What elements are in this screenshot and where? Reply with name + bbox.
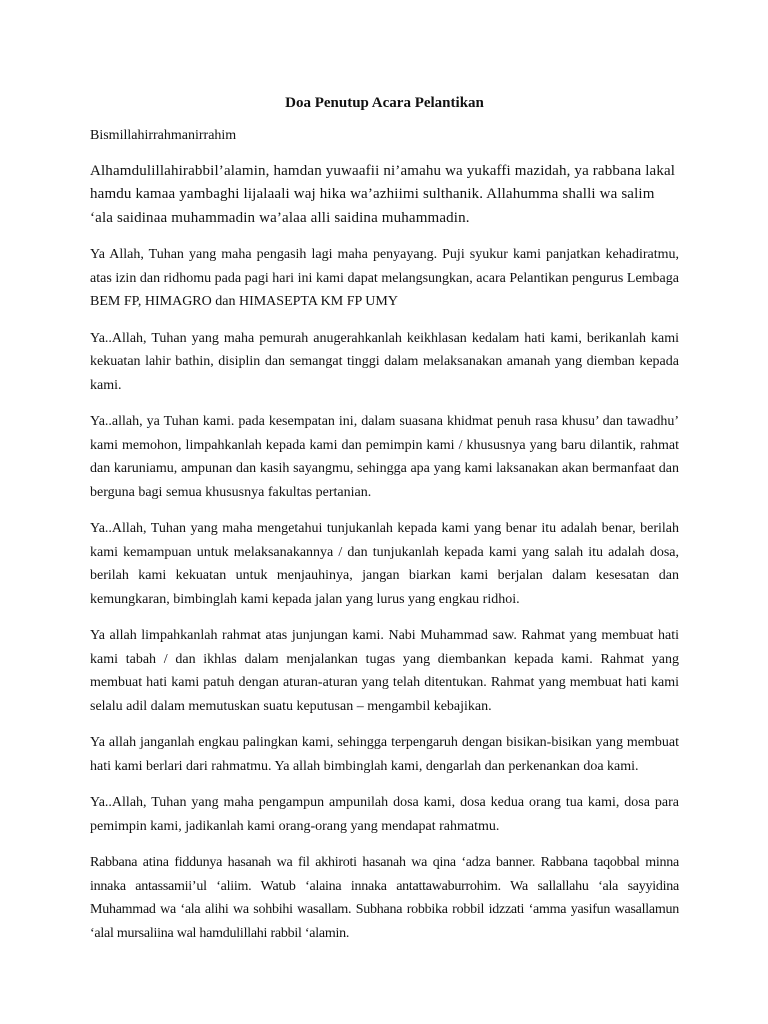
paragraph-guidance: Ya..Allah, Tuhan yang maha mengetahui tunjukanlah kepada kami yang benar itu adalah benar, berilah kami kemampuan untuk melaksanakannya / dan tunjukanlah kepada kami yang salah itu adalah dosa, berilah kami kekuatan untuk menjauhinya, jangan biarkan kami berjalan dalam kesesatan dan kemungkaran, bimbinglah kami kepada jalan yang lurus yang engkau ridhoi. — [90, 521, 679, 607]
paragraph-closing-prayer: Rabbana atina fiddunya hasanah wa fil akhiroti hasanah wa qina ‘adza banner. Rabbana taqobbal minna innaka antassamii’ul ‘aliim. Watub ‘alaina innaka antattawaburrohim. Wa sallallahu ‘ala sayyidina Muhammad wa ‘ala alihi wa sohbihi wasallam. Subhana robbika robbil idzzati ‘amma yasifun wasallamun ‘alal mursaliina wal hamdulillahi rabbil ‘alamin. — [90, 855, 679, 941]
paragraph-opening-praise: Alhamdulillahirabbil’alamin, hamdan yuwaafii ni’amahu wa yukaffi mazidah, ya rabbana lakal hamdu kamaa yambaghi lijalaali waj hika wa’azhiimi sulthanik. Allahumma shalli wa salim ‘ala saidinaa muhammadin wa’alaa alli saidina muhammadin. — [90, 162, 676, 226]
document-body — [90, 93, 679, 958]
paragraph-forgiveness: Ya..Allah, Tuhan yang maha pengampun ampunilah dosa kami, dosa kedua orang tua kami, dosa para pemimpin kami, jadikanlah kami orang-orang yang mendapat rahmatmu. — [90, 795, 679, 834]
paragraph-sincerity: Ya..Allah, Tuhan yang maha pemurah anugerahkanlah keikhlasan kedalam hati kami, berikanlah kami kekuatan lahir bathin, disiplin dan semangat tinggi dalam melaksanakan amanah yang diemban kepada kami. — [90, 330, 679, 393]
opening-line: Bismillahirrahmanirrahim — [90, 128, 237, 143]
paragraph-mercy: Ya allah limpahkanlah rahmat atas junjungan kami. Nabi Muhammad saw. Rahmat yang membuat hati kami tabah / dan ikhlas dalam menjalankan tugas yang diembankan kepada kami. Rahmat yang membuat hati kami patuh dengan aturan-aturan yang telah ditentukan. Rahmat yang membuat hati kami selalu adil dalam memutuskan suatu keputusan – mengambil kebajikan. — [90, 628, 679, 714]
paragraph-protection: Ya allah janganlah engkau palingkan kami, sehingga terpengaruh dengan bisikan-bisikan yang membuat hati kami berlari dari rahmatmu. Ya allah bimbinglah kami, dengarlah dan perkenankan doa kami. — [90, 735, 679, 774]
document-title: Doa Penutup Acara Pelantikan — [285, 95, 484, 111]
paragraph-blessing-leaders: Ya..allah, ya Tuhan kami. pada kesempatan ini, dalam suasana khidmat penuh rasa khusu’ dan tawadhu’ kami memohon, limpahkanlah kepada kami dan pemimpin kami / khususnya yang baru dilantik, rahmat dan karuniamu, ampunan dan kasih sayangmu, sehingga apa yang kami laksanakan akan bermanfaat dan berguna bagi semua khususnya fakultas pertanian. — [90, 414, 679, 500]
paragraph-gratitude: Ya Allah, Tuhan yang maha pengasih lagi maha penyayang. Puji syukur kami panjatkan kehadiratmu, atas izin dan ridhomu pada pagi hari ini kami dapat melangsungkan, acara Pelantikan pengurus Lembaga BEM FP, HIMAGRO dan HIMASEPTA KM FP UMY — [90, 247, 679, 309]
